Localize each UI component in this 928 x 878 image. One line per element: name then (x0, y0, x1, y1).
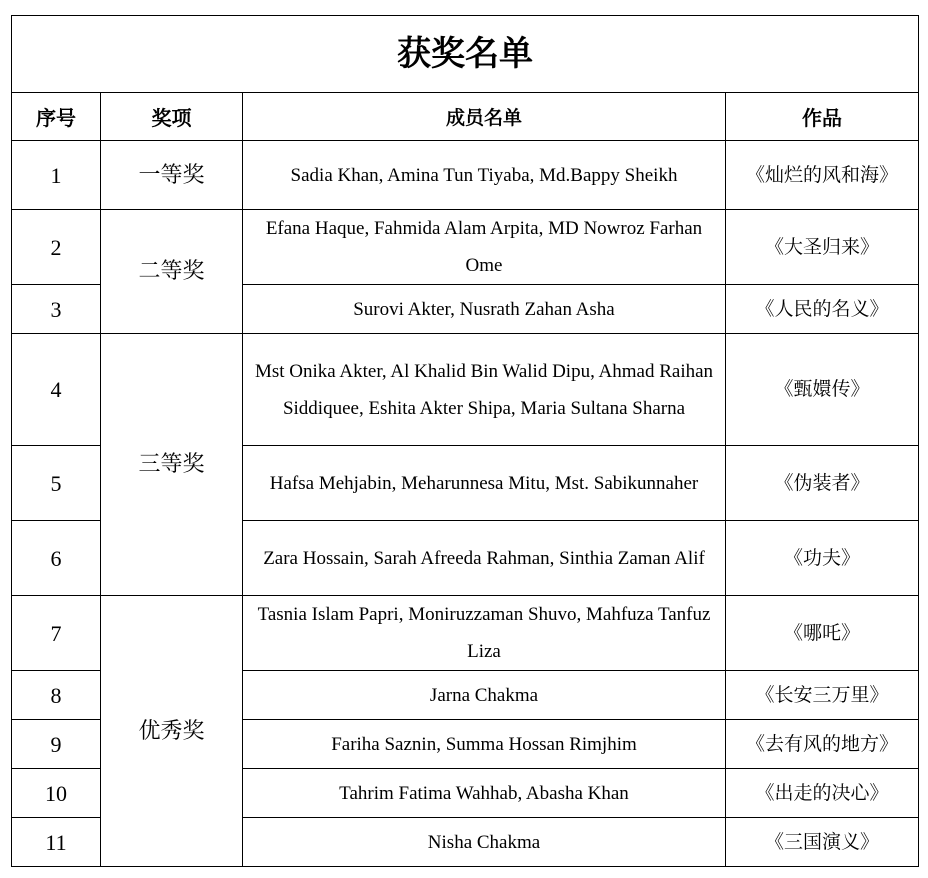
award-level-first: 一等奖 (101, 141, 243, 210)
award-level-third: 三等奖 (101, 334, 243, 596)
header-work: 作品 (726, 93, 919, 141)
table-row (12, 334, 919, 446)
row-work: 《人民的名义》 (726, 285, 919, 334)
row-members: Sadia Khan, Amina Tun Tiyaba, Md.Bappy Sheikh (243, 141, 726, 210)
table-row (12, 141, 919, 210)
row-work: 《哪吒》 (726, 596, 919, 671)
row-index: 9 (12, 720, 101, 769)
row-work: 《伪装者》 (726, 446, 919, 521)
header-index: 序号 (12, 93, 101, 141)
award-level-excellent: 优秀奖 (101, 596, 243, 867)
award-level-second: 二等奖 (101, 210, 243, 334)
row-members: Tahrim Fatima Wahhab, Abasha Khan (243, 769, 726, 818)
row-index: 3 (12, 285, 101, 334)
header-award: 奖项 (101, 93, 243, 141)
row-work: 《甄嬛传》 (726, 334, 919, 446)
row-index: 7 (12, 596, 101, 671)
row-members: Nisha Chakma (243, 818, 726, 867)
row-work: 《功夫》 (726, 521, 919, 596)
row-members: Hafsa Mehjabin, Meharunnesa Mitu, Mst. Sabikunnaher (243, 446, 726, 521)
row-work: 《三国演义》 (726, 818, 919, 867)
row-members: Fariha Saznin, Summa Hossan Rimjhim (243, 720, 726, 769)
table-row (12, 596, 919, 671)
row-work: 《大圣归来》 (726, 210, 919, 285)
row-members: Zara Hossain, Sarah Afreeda Rahman, Sinthia Zaman Alif (243, 521, 726, 596)
row-index: 10 (12, 769, 101, 818)
row-work: 《出走的决心》 (726, 769, 919, 818)
row-members: Mst Onika Akter, Al Khalid Bin Walid Dipu, Ahmad Raihan Siddiquee, Eshita Akter Shipa, Maria Sultana Sharna (243, 334, 726, 446)
row-index: 8 (12, 671, 101, 720)
row-index: 6 (12, 521, 101, 596)
table-title: 获奖名单 (12, 16, 919, 93)
award-list-table (11, 15, 919, 867)
row-members: Jarna Chakma (243, 671, 726, 720)
table-row (12, 210, 919, 285)
row-index: 4 (12, 334, 101, 446)
header-row (12, 93, 919, 141)
row-index: 11 (12, 818, 101, 867)
row-index: 5 (12, 446, 101, 521)
row-work: 《去有风的地方》 (726, 720, 919, 769)
row-index: 2 (12, 210, 101, 285)
row-members: Efana Haque, Fahmida Alam Arpita, MD Nowroz Farhan Ome (243, 210, 726, 285)
row-members: Tasnia Islam Papri, Moniruzzaman Shuvo, Mahfuza Tanfuz Liza (243, 596, 726, 671)
row-index: 1 (12, 141, 101, 210)
header-members: 成员名单 (243, 93, 726, 141)
row-members: Surovi Akter, Nusrath Zahan Asha (243, 285, 726, 334)
row-work: 《灿烂的风和海》 (726, 141, 919, 210)
row-work: 《长安三万里》 (726, 671, 919, 720)
